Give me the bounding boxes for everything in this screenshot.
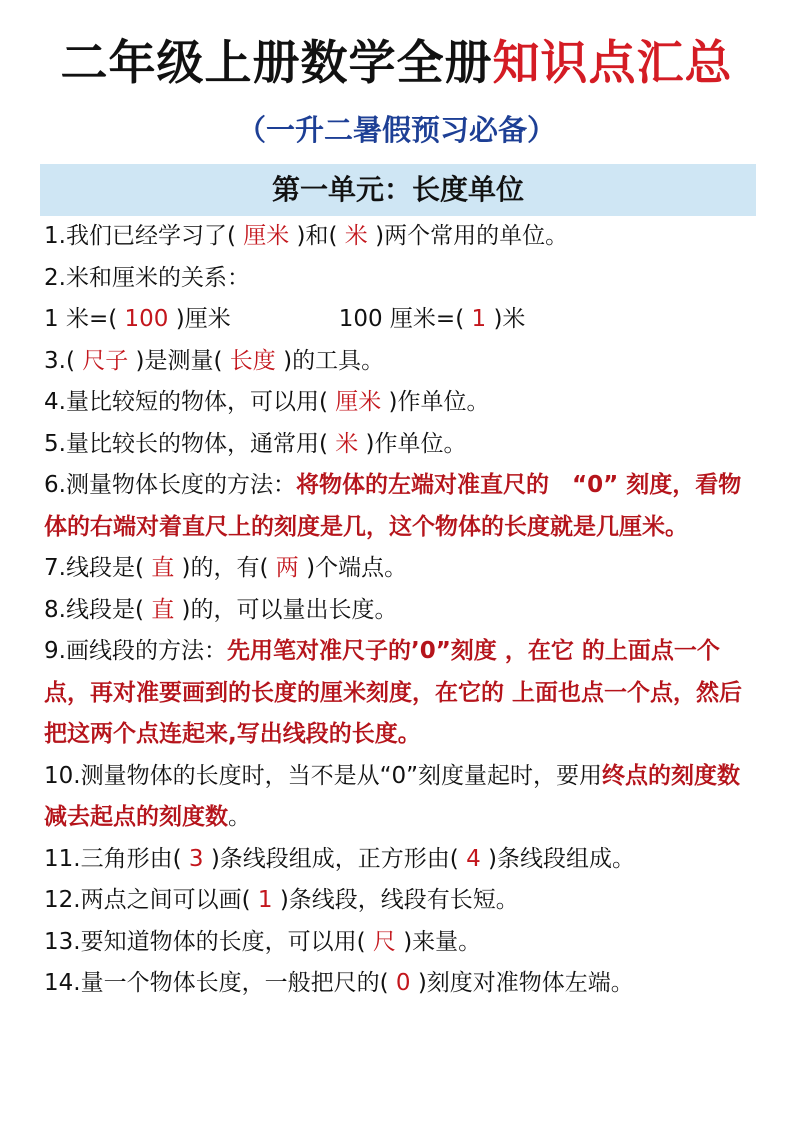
- list-item-3: [44, 341, 760, 383]
- answer-text: 先用笔对准尺子的’0”刻度 ，在它 的上面点一个点，再对准要画到的长度的厘米刻度，在它的 上面也点一个点，然后把这两个点连起来,写出线段的长度。: [44, 638, 743, 747]
- item-text: 12.两点之间可以画(: [44, 887, 251, 913]
- section-title: 第一单元：长度单位: [271, 173, 524, 206]
- page-title: [0, 34, 793, 94]
- answer-text: 3: [181, 845, 211, 872]
- item-text: )的，有(: [181, 555, 269, 581]
- list-item-2-relation: [44, 299, 760, 341]
- answer-text: 100: [117, 306, 176, 332]
- answer-text: 米: [337, 223, 376, 249]
- item-text: )条线段组成，正方形由(: [210, 845, 459, 872]
- list-item-6: [44, 465, 760, 548]
- item-text: 4.量比较短的物体，可以用(: [44, 389, 328, 415]
- item-text: 1 米=(: [44, 306, 118, 332]
- item-text: 8.线段是(: [44, 596, 144, 623]
- page-subtitle: （一升二暑假预习必备）: [236, 113, 556, 147]
- answer-text: 将物体的左端对准直尺的 “0” 刻度，看物体的右端对着直尺上的刻度是几，这个物体的长度就是几厘米。: [44, 472, 742, 540]
- list-item-1: [44, 216, 760, 258]
- item-text: 13.要知道物体的长度，可以用(: [44, 928, 366, 955]
- item-text: 7.线段是(: [44, 555, 144, 581]
- item-text: )厘米: [175, 306, 231, 332]
- item-text: )个端点。: [306, 555, 408, 581]
- list-item-8: [44, 590, 760, 632]
- answer-text: 终点的刻度数减去起点的刻度数: [44, 762, 741, 830]
- answer-text: 尺: [365, 928, 404, 955]
- item-text: )作单位。: [365, 430, 467, 457]
- list-item-9: [44, 631, 760, 756]
- item-text: 6.测量物体长度的方法：: [44, 472, 296, 498]
- item-text: )两个常用的单位。: [375, 223, 569, 249]
- item-text: 3.(: [44, 347, 75, 374]
- answer-text: 1: [464, 306, 494, 332]
- list-item-5: [44, 424, 760, 466]
- answer-text: 0: [388, 970, 418, 996]
- answer-text: 厘米: [235, 223, 297, 249]
- list-item-11: [44, 839, 760, 881]
- item-text: )是测量(: [135, 347, 223, 374]
- item-text: 10.测量物体的长度时，当不是从“0”刻度量起时，要用: [44, 762, 603, 789]
- list-item-4: [44, 382, 760, 424]
- item-text: 1.我们已经学习了(: [44, 223, 236, 249]
- answer-text: 两: [268, 555, 307, 581]
- answer-text: 米: [327, 430, 366, 457]
- answer-text: 直: [143, 596, 182, 623]
- item-text: )刻度对准物体左端。: [417, 970, 634, 996]
- item-text: )条线段组成。: [488, 845, 636, 872]
- item-text: 100 厘米=(: [338, 306, 465, 332]
- item-text: )和(: [296, 223, 338, 249]
- knowledge-list: [44, 216, 760, 1005]
- list-item-10: [44, 756, 760, 839]
- answer-text: 厘米: [327, 389, 389, 415]
- item-text: )作单位。: [388, 389, 490, 415]
- item-text: 5.量比较长的物体，通常用(: [44, 430, 328, 457]
- item-text: )的工具。: [283, 347, 385, 374]
- answer-text: 4: [458, 845, 489, 872]
- item-text: )的，可以量出长度。: [181, 596, 398, 623]
- item-text: 14.量一个物体长度，一般把尺的(: [44, 970, 389, 996]
- section-header-band: [40, 164, 756, 216]
- answer-text: 直: [143, 555, 182, 581]
- title-main: 二年级上册数学全册: [60, 36, 493, 91]
- list-item-12: [44, 880, 760, 922]
- answer-text: 长度: [222, 347, 284, 374]
- item-text: 9.画线段的方法：: [44, 638, 227, 664]
- answer-text: 尺子: [74, 347, 136, 374]
- list-item-2: 2.米和厘米的关系：: [44, 264, 250, 291]
- item-text: )条线段，线段有长短。: [279, 887, 519, 913]
- list-item-13: [44, 922, 760, 964]
- title-highlight: 知识点汇总: [492, 36, 733, 91]
- item-text: 11.三角形由(: [44, 845, 182, 872]
- item-text: )米: [493, 306, 526, 332]
- item-text: )来量。: [403, 928, 482, 955]
- answer-text: 1: [250, 887, 280, 913]
- list-item-7: [44, 548, 760, 590]
- list-item-14: [44, 963, 760, 1005]
- item-text: 。: [228, 804, 251, 830]
